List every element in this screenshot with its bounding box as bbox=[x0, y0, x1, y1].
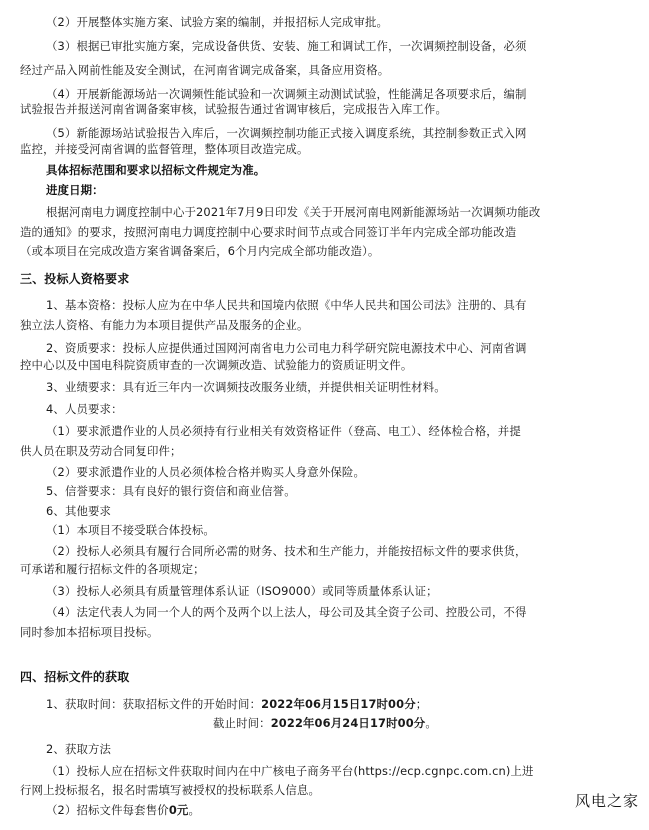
text-line: （4）开展新能源场站一次调频性能试验和一次调频主动测试试验，性能满足各项要求后，编制 bbox=[46, 87, 527, 101]
watermark-text: 风电之家 bbox=[574, 792, 639, 810]
text-line: （3）投标人必须具有质量管理体系认证（ISO9000）或同等质量体系认证； bbox=[46, 584, 438, 598]
text-line: （3）根据已审批实施方案，完成设备供货、安装、施工和调试工作，一次调频控制设备，必须 bbox=[46, 39, 527, 53]
text-line: 1、基本资格：投标人应为在中华人民共和国境内依照《中华人民共和国公司法》注册的、具有 bbox=[46, 298, 527, 312]
text-line: 4、人员要求： bbox=[46, 402, 123, 416]
text-line: 同时参加本招标项目投标。 bbox=[20, 625, 159, 639]
text-line: 试验报告并报送河南省调备案审核，试验报告通过省调审核后，完成报告入库工作。 bbox=[20, 102, 448, 116]
text-line: （5）新能源场站试验报告入库后，一次调频控制功能正式接入调度系统，其控制参数正式入网 bbox=[46, 126, 527, 140]
text-line: （1）投标人应在招标文件获取时间内在中广核电子商务平台(https://ecp.cgnpc.com.cn)上进 bbox=[46, 764, 534, 778]
text-line: 行网上投标报名，报名时需填写被授权的投标联系人信息。 bbox=[20, 783, 321, 797]
text-line: 监控，并接受河南省调的监督管理，整体项目改造完成。 bbox=[20, 142, 309, 156]
text-line: 5、信誉要求：具有良好的银行资信和商业信誉。 bbox=[46, 484, 296, 498]
text-line: （2）投标人必须具有履行合同所必需的财务、技术和生产能力，并能按招标文件的要求供货， bbox=[46, 544, 527, 558]
text-line: （2）招标文件每套售价0元。 bbox=[46, 803, 200, 817]
text-line: 经过产品入网前性能及安全测试，在河南省调完成备案，具备应用资格。 bbox=[20, 63, 390, 77]
text-line: 6、其他要求 bbox=[46, 504, 112, 518]
text-line: 2、获取方法 bbox=[46, 742, 112, 756]
text-line: 控中心以及中国电科院资质审查的一次调频改造、试验能力的资质证明文件。 bbox=[20, 358, 413, 372]
text-line: 根据河南电力调度控制中心于2021年7月9日印发《关于开展河南电网新能源场站一次调频功能改 bbox=[46, 205, 541, 219]
section-heading: 三、投标人资格要求 bbox=[20, 272, 130, 286]
text-line: （1）本项目不接受联合体投标。 bbox=[46, 523, 215, 537]
text-line: （或本项目在完成改造方案省调备案后，6个月内完成全部功能改造）。 bbox=[20, 244, 380, 258]
text-line: 截止时间：2022年06月24日17时00分。 bbox=[213, 716, 437, 730]
text-line: 进度日期： bbox=[46, 183, 104, 197]
text-line: 可承诺和履行招标文件的各项规定； bbox=[20, 562, 205, 576]
text-line: 1、获取时间：获取招标文件的开始时间：2022年06月15日17时00分； bbox=[46, 697, 428, 711]
text-line: 独立法人资格、有能力为本项目提供产品及服务的企业。 bbox=[20, 318, 309, 332]
text-line: 3、业绩要求：具有近三年内一次调频技改服务业绩，并提供相关证明性材料。 bbox=[46, 380, 446, 394]
text-line: 2、资质要求：投标人应提供通过国网河南省电力公司电力科学研究院电源技术中心、河南省调 bbox=[46, 341, 527, 355]
text-line: （2）开展整体实施方案、试验方案的编制，并报招标人完成审批。 bbox=[46, 15, 389, 29]
section-heading: 四、招标文件的获取 bbox=[20, 670, 130, 684]
text-line: 供人员在职及劳动合同复印件； bbox=[20, 444, 182, 458]
text-line: 具体招标范围和要求以招标文件规定为准。 bbox=[46, 163, 266, 177]
text-line: （2）要求派遣作业的人员必须体检合格并购买人身意外保险。 bbox=[46, 465, 365, 479]
text-line: （1）要求派遣作业的人员必须持有行业相关有效资格证件（登高、电工）、经体检合格，并提 bbox=[46, 424, 521, 438]
text-line: 造的通知》的要求，按照河南电力调度控制中心要求时间节点或合同签订半年内完成全部功能改造 bbox=[20, 225, 517, 239]
text-line: （4）法定代表人为同一个人的两个及两个以上法人，母公司及其全资子公司、控股公司，不得 bbox=[46, 605, 527, 619]
